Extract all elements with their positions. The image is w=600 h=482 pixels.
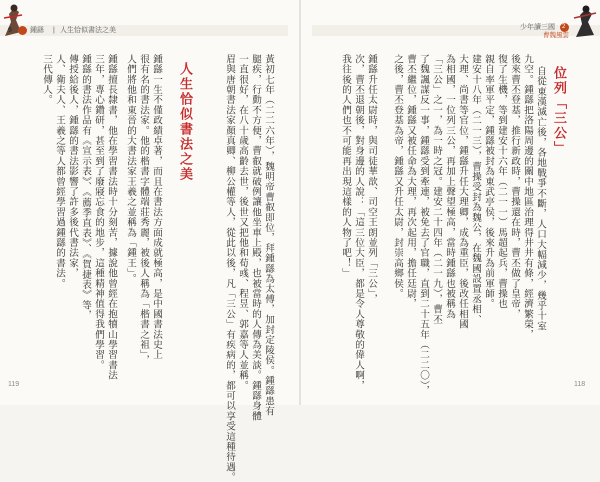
left-col-4: 眉與唐朝書法家顏真卿、柳公權等人，從此以後，凡「三公」有疾病的，都可以享受這種待遇。: [224, 54, 235, 482]
right-col-10: 了魏諷謀反一事，鍾繇受到牽連，被免去了官職，直到二十五年（二二〇），: [418, 54, 429, 396]
right-page-title: 位列「三公」: [551, 66, 566, 156]
right-col-9: 「三公」之一，為一時之冠。建安二十四年（二一九），曹丕: [431, 54, 442, 325]
left-body-col-7: 傳授給後人，鍾繇的書法影響了許多後代書法家，: [67, 54, 78, 279]
left-body-col-6: 鍾繇的書法作品有《宣示表》、《薦季直表》、《賀捷表》等，: [80, 54, 91, 321]
left-col-2: 腿疾，行動不方便，曹叡就破例讓他坐車上殿，也被當時的人傳為美談。鍾繇身體: [250, 54, 261, 422]
right-header-book: 少年讀三國: [520, 24, 555, 31]
right-col-11: 曹丕繼位，鍾繇又被任命為大理，再次起用，擔任廷尉，: [405, 54, 416, 309]
left-page-number-header: 9: [8, 27, 12, 34]
left-header-title: 人生恰似書法之美: [60, 27, 116, 34]
left-body-col-5: 三年，專心鑽研，甚至到了廢寢忘食的地步，這種精神值得我們學習。: [93, 54, 104, 371]
right-col-1: 自從東漢滅亡後，各地戰爭不斷，人口大幅減少，幾乎十室: [535, 66, 546, 332]
right-col-12: 之後，曹丕登基為帝，鍾繇又升任太尉，封崇高鄉侯。: [392, 54, 403, 299]
left-body-col-4: 鍾繇擅長隸書，他在學習書法時十分刻苦，據說他曾經在抱犢山學習書法: [106, 54, 117, 381]
warrior-illustration-right: [572, 4, 598, 38]
left-page-number: 119: [8, 381, 20, 388]
right-col-2: 九空。鍾繇把洛陽周邊的關中地區治理得井井有條，經濟繁榮，: [522, 54, 533, 340]
left-body-col-2: 很有名的書法家。他的楷書字體端莊秀麗，被後人稱為「楷書之祖」，: [138, 54, 149, 366]
page-gutter: [299, 0, 301, 405]
right-col-4: 復了生機，等到建安十六年（二一一）馬超起兵，曹操也: [496, 54, 507, 309]
right-page-number: 118: [574, 381, 586, 388]
book-number: 2: [562, 24, 566, 30]
right-col-15: 次，曹丕退朝後，對身邊的人說：「這三位大臣，都是令人尊敬的偉人啊，: [353, 54, 364, 391]
left-header-section: 鍾繇: [30, 27, 44, 34]
right-col-6: 建安十八年（二一三），曹操受封為魏公，在魏國設置丞相、: [470, 54, 481, 325]
left-body-col-8: 人、衛夫人、王羲之等人都曾經學習過鍾繇的書法。: [54, 54, 65, 289]
left-col-1: 黃初七年（二二六年），魏明帝曹叡即位，拜鍾繇為太傅，加封定陵侯。鍾繇患有: [263, 54, 274, 417]
section-heading: 人生恰似書法之美: [177, 62, 192, 182]
header-dot-icon: [18, 26, 27, 35]
left-body-col-3: 人們將他和東晉的大書法家王羲之並稱為「鍾王」。: [125, 54, 136, 284]
left-body-col-9: 三代傳人。: [41, 54, 52, 105]
right-col-3: 後來曹丕登基，推行新政時，曹操還在時，曹丕做了皇帝，: [509, 54, 520, 320]
right-col-7: 大理、尚書等官位，鍾繇升任大理卿，成為重臣，後改任相國: [457, 54, 468, 330]
right-col-14: 鍾繇升任太尉時，與司徒華歆、司空王朗並列「三公」，: [366, 54, 377, 305]
left-col-3: 一直很好，在八十歲高齡去世，後世又把他和荀彧、程昱、郭嘉等人並稱。: [237, 54, 248, 391]
left-body-col-1: 鍾繇一生不僅政績卓著，而且在書法方面成就極高，是中國書法史上: [151, 54, 162, 360]
right-col-8: 為相國，一位列三公，再加上聲望極高，當時鍾繇也被稱為: [444, 54, 455, 320]
left-header-divider: |: [53, 27, 55, 34]
right-col-5: 親自率軍平定，鍾繇被封為東武亭侯，後來升為前軍師。: [483, 54, 494, 309]
right-header-volume: 曹魏風雲: [543, 32, 569, 39]
right-col-16: 我往後的人們也不可能再出現這樣的人物了吧！」: [340, 54, 351, 279]
